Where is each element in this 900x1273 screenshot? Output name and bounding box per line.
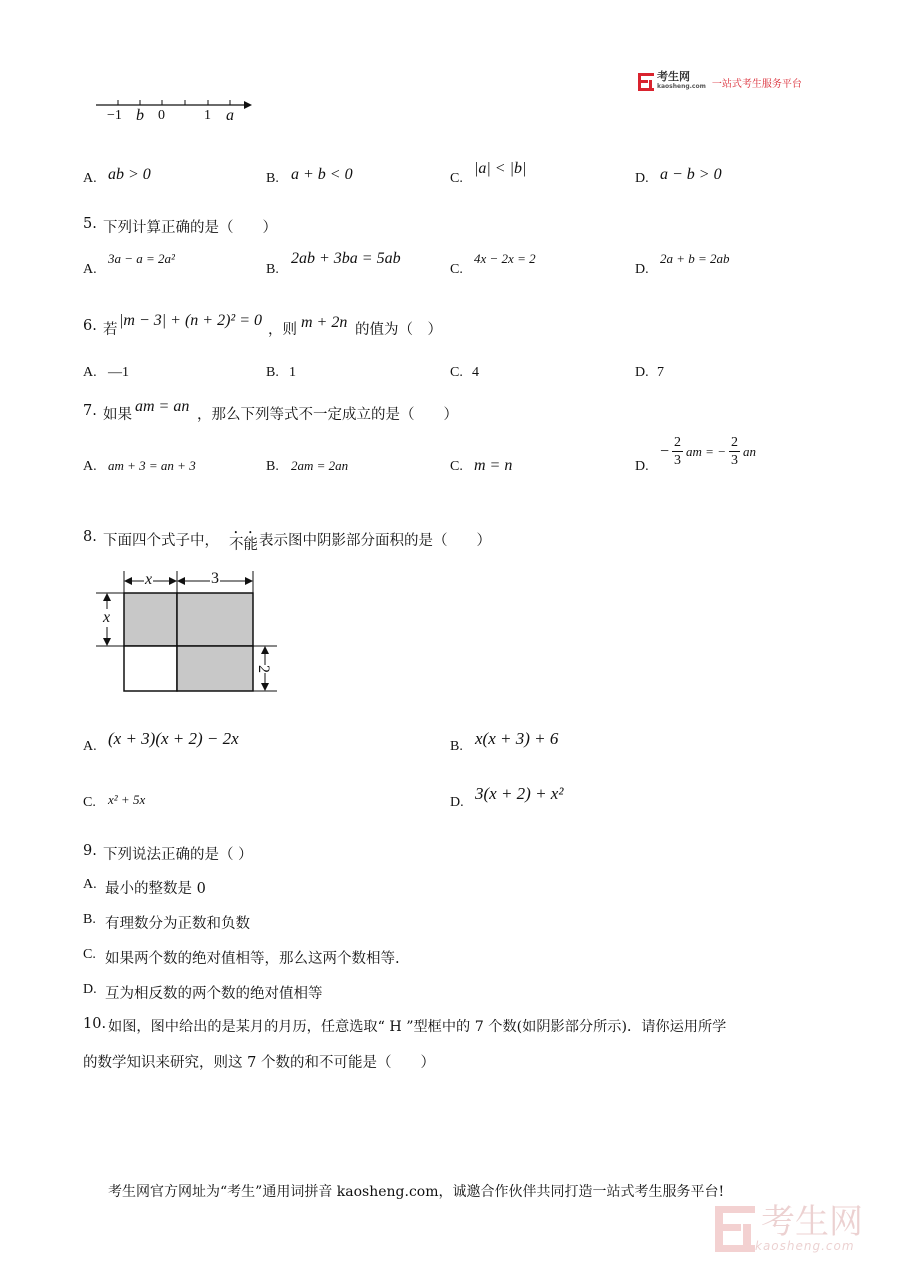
q10-stem-line2: 的数学知识来研究，则这 7 个数的和不可能是（ ） [83,1055,435,1071]
option-letter: C. [450,171,463,186]
q9-option-c[interactable]: 如果两个数的绝对值相等，那么这两个数相等. [105,951,400,967]
fraction [729,434,740,469]
watermark-text: 考生网 [761,1202,863,1242]
q6-formula: |m − 3| + (n + 2)² = 0 [119,312,262,329]
option-letter: A. [83,459,97,474]
q8-option-c[interactable]: x² + 5x [108,792,146,807]
q7-option-a[interactable]: am + 3 = an + 3 [108,458,196,473]
q8-option-d[interactable]: 3(x + 2) + x² [475,784,564,803]
q7-option-c[interactable]: m = n [474,457,513,474]
question-number: 8. [83,529,97,545]
option-letter: C. [83,795,96,810]
number-line-label: −1 [107,108,122,123]
option-letter: B. [266,459,279,474]
q7-stem-post: ，那么下列等式不一定成立的是（ ） [197,407,458,423]
q9-option-d[interactable]: 互为相反数的两个数的绝对值相等 [105,986,323,1002]
option-letter: B. [266,171,279,186]
area-figure [90,565,290,700]
logo-name: 考生网 kaosheng.com [657,70,706,90]
q6-stem-pre: 若 [103,322,118,338]
fraction-denominator: 3 [730,453,738,468]
option-letter: A. [83,739,97,754]
q6-option-b[interactable]: 1 [289,365,296,380]
q8-stem-post: 表示图中阴影部分面积的是（ ） [259,533,491,549]
q7-option-b[interactable]: 2am = 2an [291,458,349,473]
q5-option-c[interactable]: 4x − 2x = 2 [474,251,536,266]
option-letter: C. [450,365,463,380]
option-letter: C. [450,262,463,277]
option-letter: D. [635,262,649,277]
q9-option-b[interactable]: 有理数分为正数和负数 [105,916,250,932]
option-letter: A. [83,171,97,186]
question-number: 9. [83,843,97,859]
q8-stem-pre: 下面四个式子中， [103,533,219,549]
fraction-denominator: 3 [674,453,682,468]
q8-option-a[interactable]: (x + 3)(x + 2) − 2x [108,729,239,748]
q5-option-d[interactable]: 2a + b = 2ab [660,251,730,266]
footer-text: 考生网官方网址为“考生”通用词拼音 kaosheng.com，诚邀合作伙伴共同打造一站式考生服务平台! [108,1184,725,1200]
option-letter: D. [635,459,649,474]
option-letter: A. [83,262,97,277]
q9-stem: 下列说法正确的是（ ） [103,847,253,863]
q7-stem-pre: 如果 [103,407,132,423]
question-number: 7. [83,403,97,419]
watermark-logo-icon [715,1206,755,1252]
cell-top-left [124,593,177,646]
option-letter: C. [83,947,96,962]
q6-option-a[interactable]: —1 [108,365,129,380]
watermark [715,1202,863,1253]
option-letter: C. [450,459,463,474]
q10-stem-line1: 如图，图中给出的是某月的月历，任意选取“ H ”型框中的 7 个数(如阴影部分所示)．请你运用所学 [108,1019,727,1035]
option-text: an [742,443,756,459]
minus-sign: − [660,442,670,460]
figure-label-left-x: x [103,609,111,626]
option-letter: D. [635,365,649,380]
q5-option-b[interactable]: 2ab + 3ba = 5ab [291,250,401,267]
option-letter: B. [450,739,463,754]
q9-option-a[interactable]: 最小的整数是 0 [105,881,206,897]
q7-formula: am = an [135,398,190,415]
q4-option-b[interactable]: a + b < 0 [291,166,353,183]
cell-top-right [177,593,253,646]
figure-label-top-x: x [145,571,153,588]
q5-stem: 下列计算正确的是（ ） [103,220,277,236]
option-letter: B. [266,262,279,277]
q6-target: m + 2n [301,314,348,331]
q8-option-b[interactable]: x(x + 3) + 6 [475,729,559,748]
cell-bottom-right [177,646,253,691]
fraction-numerator: 2 [730,435,738,450]
fraction-numerator: 2 [674,435,682,450]
q4-option-a[interactable]: ab > 0 [108,166,151,183]
logo-slogan: 一站式考生服务平台 [711,78,802,90]
option-letter: D. [450,795,464,810]
watermark-domain: kaosheng.com [755,1239,855,1253]
option-letter: D. [635,171,649,186]
question-number: 5. [83,216,97,232]
logo-domain: kaosheng.com [657,83,706,90]
header-logo [638,72,802,92]
number-line-label: 0 [158,108,165,123]
q6-option-c[interactable]: 4 [472,365,479,380]
q4-option-c[interactable]: |a| < |b| [474,160,527,177]
q8-emphasis: 不能 [229,537,258,553]
option-letter: B. [266,365,279,380]
number-line-label: 1 [204,108,211,123]
option-letter: A. [83,877,97,892]
figure-label-top-3: 3 [211,570,219,587]
option-text: am = − [686,443,726,459]
number-line-label: a [226,107,234,124]
q4-option-d[interactable]: a − b > 0 [660,166,722,183]
q7-option-d[interactable] [660,434,756,469]
option-letter: A. [83,365,97,380]
question-number: 10. [83,1016,107,1032]
number-line-label: b [136,107,144,124]
option-letter: D. [83,982,97,997]
cell-bottom-left [124,646,177,691]
q6-option-d[interactable]: 7 [657,365,664,380]
question-number: 6. [83,318,97,334]
option-letter: B. [83,912,96,927]
fraction [672,434,683,469]
q6-stem-mid: ，则 [268,322,297,338]
figure-label-right-2: 2 [255,665,272,673]
q5-option-a[interactable]: 3a − a = 2a² [108,251,175,266]
logo-icon [638,73,654,91]
q6-stem-post: 的值为（ ） [355,322,442,338]
